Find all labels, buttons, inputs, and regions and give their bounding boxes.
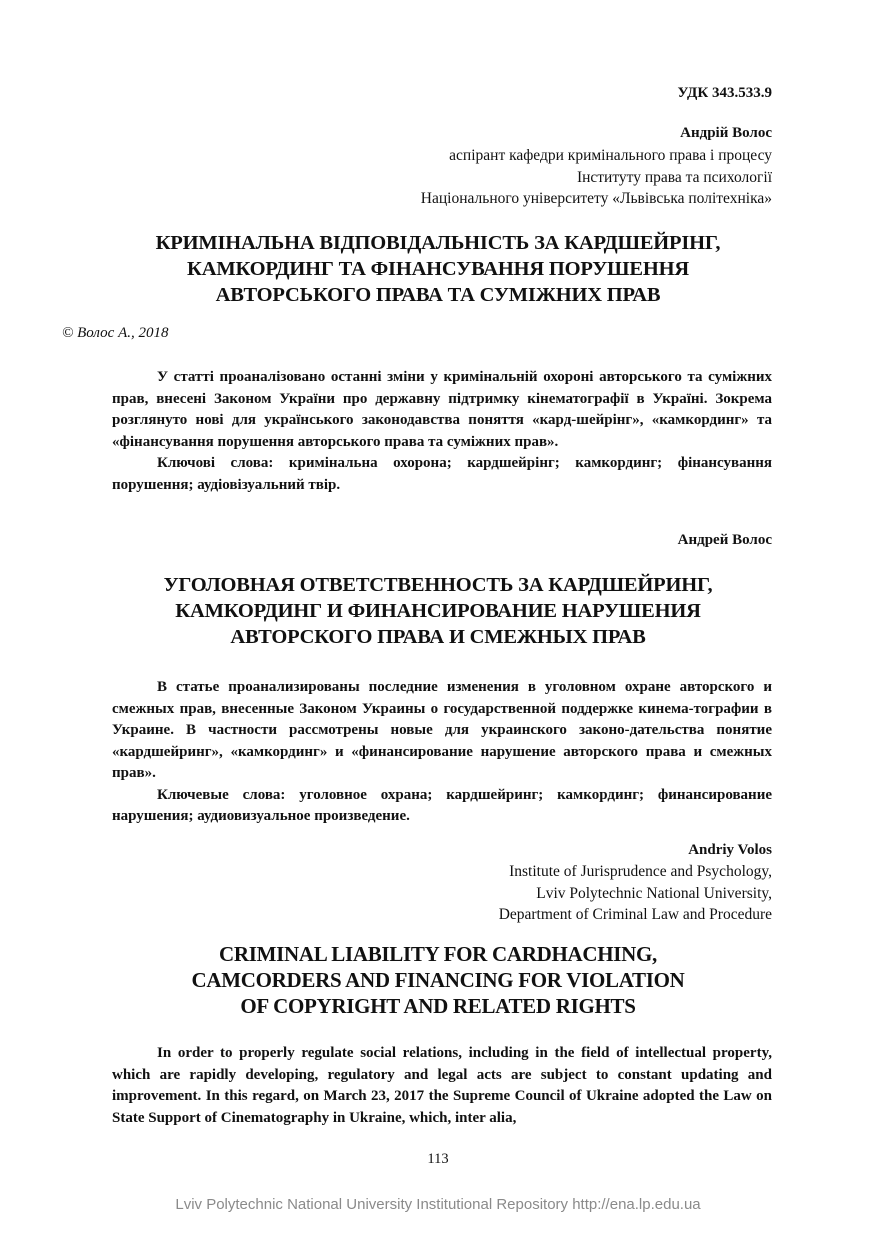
title-line: КАМКОРДИНГ ТА ФІНАНСУВАННЯ ПОРУШЕННЯ (187, 258, 689, 280)
title-line: КРИМІНАЛЬНА ВІДПОВІДАЛЬНІСТЬ ЗА КАРДШЕЙРІНГ, (155, 232, 721, 254)
author-affiliation-en (499, 861, 772, 926)
title-line: АВТОРСЬКОГО ПРАВА ТА СУМІЖНИХ ПРАВ (215, 284, 661, 306)
repository-footer[interactable]: Lviv Polytechnic National University Institutional Repository http://ena.lp.edu.ua (175, 1196, 701, 1213)
keywords-ua: Ключові слова: кримінальна охорона; кардшейрінг; камкординг; фінансування порушення; аудіовізуальний твір. (112, 455, 772, 493)
title-line: OF COPYRIGHT AND RELATED RIGHTS (240, 994, 636, 1018)
affiliation-line: Інституту права та психології (576, 168, 772, 186)
abstract-ua (112, 367, 772, 496)
abstract-text-ru: В статье проанализированы последние изменения в уголовном охране авторского и смежных прав, внесенные Законом Украины о государственной поддержке кинема-тографии в Украине. В частности рассмотрены новые для украинского законо-дательства понятие «кардшейринг», «камкординг» и «финансирование нарушение авторского права и смежных прав». (112, 679, 772, 781)
body-text-en: In order to properly regulate social relations, including in the field of intellectual property, which are rapidly developing, regulatory and legal acts are subject to constant updating and improvement. In this regard, on March 23, 2017 the Supreme Council of Ukraine adopted the Law on State Support of Cinematography in Ukraine, which, inter alia, (112, 1045, 772, 1126)
abstract-text-ua: У статті проаналізовано останні зміни у кримінальній охороні авторського та суміжних прав, внесені Законом України про державну підтримку кінематографії в Україні. Зокрема розглянуто нові для українського законодавства поняття «кард-шейрінг», «камкординг» та «фінансування порушення авторського права та суміжних прав». (112, 369, 772, 450)
udk-code: УДК 343.533.9 (677, 85, 772, 101)
title-line: УГОЛОВНАЯ ОТВЕТСТВЕННОСТЬ ЗА КАРДШЕЙРИНГ, (163, 574, 713, 596)
author-name-ua: Андрій Волос (680, 125, 772, 141)
page-number: 113 (427, 1151, 449, 1167)
author-name-ru: Андрей Волос (677, 532, 772, 548)
keywords-ru: Ключевые слова: уголовное охрана; кардшейринг; камкординг; финансирование нарушения; аудиовизуальное произведение. (112, 786, 772, 824)
title-line: КАМКОРДИНГ И ФИНАНСИРОВАНИЕ НАРУШЕНИЯ (175, 600, 701, 622)
title-ua (60, 230, 816, 308)
abstract-ru (112, 677, 772, 828)
author-name-en: Andriy Volos (688, 842, 772, 858)
title-line: CAMCORDERS AND FINANCING FOR VIOLATION (191, 968, 685, 992)
title-line: АВТОРСКОГО ПРАВА И СМЕЖНЫХ ПРАВ (230, 626, 646, 648)
affiliation-line: Lviv Polytechnic National University, (536, 884, 772, 902)
affiliation-line: Національного університету «Львівська політехніка» (420, 190, 772, 207)
title-line: CRIMINAL LIABILITY FOR CARDHACHING, (219, 942, 657, 966)
body-en (112, 1043, 772, 1129)
affiliation-line: Institute of Jurisprudence and Psychology, (509, 863, 772, 880)
author-affiliation-ua (421, 145, 772, 210)
affiliation-line: Department of Criminal Law and Procedure (498, 906, 772, 923)
affiliation-line: аспірант кафедри кримінального права і процесу (449, 147, 772, 164)
title-en (60, 941, 816, 1019)
title-ru (60, 572, 816, 650)
copyright-notice: © Волос А., 2018 (62, 325, 169, 341)
